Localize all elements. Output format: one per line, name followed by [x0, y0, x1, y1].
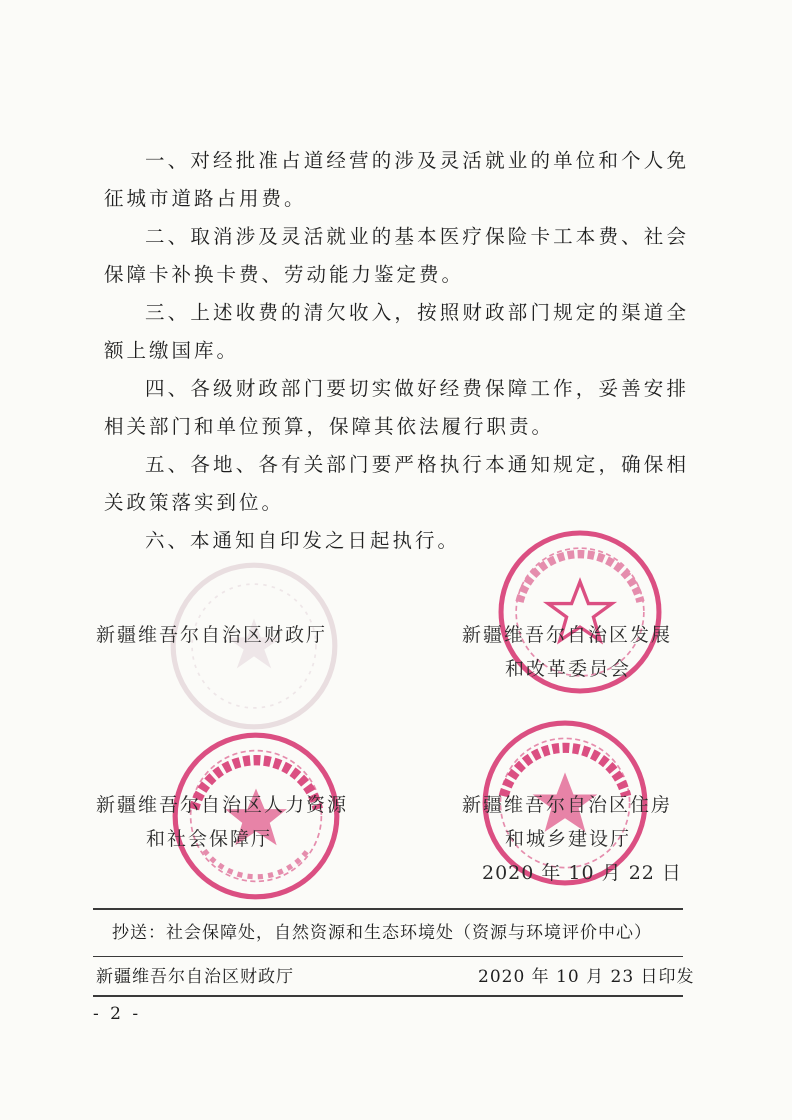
clause-6: 六、本通知自印发之日起执行。 [145, 529, 461, 552]
print-date: 2020 年 10 月 23 日印发 [478, 967, 695, 987]
signing-date: 2020 年 10 月 22 日 [482, 862, 682, 884]
clause-1: 一、对经批准占道经营的涉及灵活就业的单位和个人免征城市道路占用费。 [104, 149, 689, 210]
footer-bottom-rule [93, 995, 683, 997]
signatory-hr-line1: 新疆维吾尔自治区人力资源 [96, 794, 349, 816]
signatory-development-line2: 和改革委员会 [505, 658, 632, 680]
notice-body [104, 142, 689, 560]
signatory-development-line1: 新疆维吾尔自治区发展 [462, 624, 673, 646]
signatory-hr-line2: 和社会保障厅 [146, 828, 273, 850]
footer-top-rule [93, 908, 683, 910]
issuing-office: 新疆维吾尔自治区财政厅 [96, 967, 294, 987]
cc-line: 抄送：社会保障处，自然资源和生态环境处（资源与环境评价中心） [112, 923, 652, 943]
clause-4: 四、各级财政部门要切实做好经费保障工作，妥善安排相关部门和单位预算，保障其依法履行职责。 [104, 377, 689, 438]
signatory-finance: 新疆维吾尔自治区财政厅 [96, 624, 328, 646]
clause-5: 五、各地、各有关部门要严格执行本通知规定，确保相关政策落实到位。 [104, 453, 689, 514]
page-number: - 2 - [93, 1004, 142, 1024]
signatory-housing-line1: 新疆维吾尔自治区住房 [462, 794, 673, 816]
clause-3: 三、上述收费的清欠收入，按照财政部门规定的渠道全额上缴国库。 [104, 301, 689, 362]
clause-2: 二、取消涉及灵活就业的基本医疗保险卡工本费、社会保障卡补换卡费、劳动能力鉴定费。 [104, 225, 689, 286]
signatory-housing-line2: 和城乡建设厅 [505, 828, 632, 850]
footer-middle-rule [93, 956, 683, 957]
